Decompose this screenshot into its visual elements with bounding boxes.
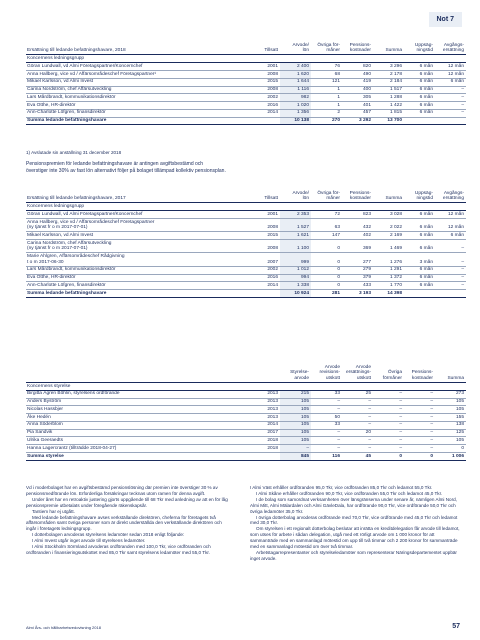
table-cell: 105 — [280, 406, 311, 414]
table-header-row — [26, 190, 466, 203]
table-cell: 6 mån — [404, 63, 435, 71]
table-row — [26, 266, 466, 274]
table-cell: 76 — [311, 63, 342, 71]
table-cell: 0 — [311, 266, 342, 274]
table-cell: – — [404, 429, 435, 437]
column-header — [248, 364, 280, 382]
table-cell: 6 mån — [404, 232, 435, 240]
table-cell: 6 mån — [404, 86, 435, 94]
table-cell: – — [435, 86, 466, 94]
table-cell: 273 — [435, 390, 466, 398]
table-row — [26, 398, 466, 406]
note-label: Not 7 — [429, 12, 463, 27]
paragraph: Under året har en retroaktiv justering gjorts uppgående till 68 Tkr med anledning av att en för låg pensionspremie utbetalats under föregående räkenskapsår. — [26, 496, 228, 508]
table-row — [26, 102, 466, 110]
column-header — [26, 364, 248, 382]
table-cell: 105 — [280, 398, 311, 406]
row-label: Ann-Charlotte Löfgren, finansdirektör — [26, 109, 251, 117]
table-cell: 6 mån — [404, 282, 435, 290]
paragraph: I de bolag som samordnat verksamheten över länsgränserna under senare år, nämligen Almi Nord, Almi Mitt, Almi Mälardalen och Almi GävleDala, har ordförande 90,0 Tkr, vice ordförande 50,0 Tkr och övriga ledamöter 35,0 Tkr. — [250, 496, 457, 514]
sum-label: Summa ledande befattningshavare — [26, 117, 251, 125]
sum-label: Summa ledande befattningshavare — [26, 290, 251, 298]
table-cell: – — [404, 406, 435, 414]
table-row — [26, 406, 466, 414]
sum-cell: 0 — [373, 453, 404, 461]
column-header: Övriga förmåner — [373, 364, 404, 382]
paragraph: I Almi Skåne erhåller ordföranden 90,0 Tkr, vice ordföranden 55,0 Tkr och ledamot 45,0 Tkr. — [256, 490, 443, 496]
table-cell: 63 — [311, 218, 342, 231]
table-cell: 2 178 — [373, 70, 404, 78]
table-cell: 68 — [311, 70, 342, 78]
table-cell: 6 mån — [404, 218, 435, 231]
table-row — [26, 421, 466, 429]
table-cell: 1 100 — [280, 240, 311, 253]
table-cell: 1 012 — [280, 266, 311, 274]
table-row — [26, 63, 466, 71]
table-cell: 2001 — [251, 63, 280, 71]
table-row — [26, 414, 466, 422]
table-cell: 2001 — [251, 211, 280, 219]
column-header: Övriga för- måner — [311, 42, 342, 55]
row-label: Mikael Karlsson, vd Almi Invest — [26, 78, 251, 86]
sum-cell: 10 138 — [280, 117, 311, 125]
sum-label: Summa styrelse — [26, 453, 248, 461]
table-cell: – — [342, 398, 373, 406]
sum-cell: 13 700 — [373, 117, 404, 125]
table-cell: 105 — [280, 414, 311, 422]
row-label: Birgitta Ågren Böhlin, styrelsens ordförande — [26, 390, 248, 398]
column-header: Summa — [373, 42, 404, 55]
paragraph: I Almi Stockholm Sörmland arvoderas ordföranden med 100,0 Tkr, vice ordföranden och ordföranden i finansieringsutskottet med 85,0 Tkr samt styrelsens ledamöter med 55,0 Tkr. — [26, 544, 211, 555]
table-cell: – — [435, 102, 466, 110]
table-cell: 279 — [342, 266, 373, 274]
table-cell: 823 — [342, 211, 373, 219]
footer-text: Almi Års- och hållbarhetsredovisning 2018 — [26, 625, 101, 630]
table-sum-row — [26, 290, 466, 298]
column-header: Tillsatt — [251, 190, 280, 203]
sum-cell: 0 — [404, 453, 435, 461]
table-cell: – — [435, 253, 466, 266]
table-group-row — [26, 382, 466, 390]
row-label: Ann-Charlotte Löfgren, finansdirektör — [26, 282, 251, 290]
table-cell: 1 — [311, 86, 342, 94]
row-label: Anna Söderblom — [26, 421, 248, 429]
paragraph: Vd i moderbolaget har en avgiftsbestämd pensionslösning där premien inte överstiger 30 % av pensionsmedförande lön. Erforderliga försäkringar tecknas utom ramen för denna avgift. — [26, 485, 218, 496]
table-cell: 2 184 — [373, 78, 404, 86]
sum-cell — [435, 117, 466, 125]
table-cell: – — [280, 445, 311, 453]
row-label: Göran Lundwall, vd Almi Företagspartner/Koncernchef — [26, 63, 251, 71]
table-cell: 6 mån — [404, 94, 435, 102]
paragraph: I övriga dotterbolag arvoderas ordförande med 70,0 Tkr, vice ordförande med 45,0 Tkr och ledamot med 30,0 Tkr. — [250, 514, 458, 526]
table-cell: – — [404, 445, 435, 453]
table-cell: 2 400 — [280, 63, 311, 71]
sum-cell: 45 — [342, 453, 373, 461]
column-header: Avgångs- ersättning — [435, 42, 466, 55]
table-cell: – — [311, 445, 342, 453]
board-remuneration-table — [26, 364, 466, 461]
table-cell: 1 770 — [373, 282, 404, 290]
row-label: Eva Otthe, HR-direktör — [26, 102, 251, 110]
table-cell: 0 — [435, 445, 466, 453]
column-header: Styrelse- arvode — [280, 364, 311, 382]
table-cell: 2016 — [251, 274, 280, 282]
sum-cell: 116 — [311, 453, 342, 461]
table-cell: 125 — [435, 429, 466, 437]
table-cell: 432 — [342, 218, 373, 231]
table-cell: 2 353 — [280, 211, 311, 219]
group-label: Koncernens styrelse — [26, 382, 466, 390]
table-cell: 105 — [435, 406, 466, 414]
table-cell: 3 mån — [404, 253, 435, 266]
table-cell: 6 mån — [404, 266, 435, 274]
paragraph: Arbetstagarrepresentanter och styrelseledamöter som representerar Näringsdepartementet uppbär inget arvode. — [250, 549, 457, 561]
column-header: Pensions- kostnader — [342, 190, 373, 203]
table-cell: 25 — [342, 390, 373, 398]
table-cell: 2015 — [251, 78, 280, 86]
table-cell: 1 372 — [373, 274, 404, 282]
table-cell: – — [373, 414, 404, 422]
table-cell: 2015 — [251, 232, 280, 240]
table-cell: 215 — [280, 390, 311, 398]
column-header: Avgångs- ersättning — [435, 190, 466, 203]
table-cell: 2002 — [251, 94, 280, 102]
table-row — [26, 211, 466, 219]
column-header: Övriga för- måner — [311, 190, 342, 203]
table-row — [26, 109, 466, 117]
table-cell: 2008 — [251, 70, 280, 78]
table-cell: 12 mån — [435, 211, 466, 219]
table-cell: 994 — [280, 274, 311, 282]
table-cell: 1 422 — [373, 102, 404, 110]
table-cell: 1 288 — [373, 94, 404, 102]
sum-cell: 1 006 — [435, 453, 466, 461]
left-text-column — [26, 485, 232, 556]
table-cell: 2008 — [251, 240, 280, 253]
row-label: Mikael Karlsson, vd Almi Invest — [26, 232, 251, 240]
paragraph: I Almi Väst erhåller ordföranden 95,0 Tkr, vice ordföranden 85,0 Tkr och ledamot 55,0 Tkr. — [250, 485, 433, 490]
column-header: Arvode/ lön — [280, 190, 311, 203]
row-label: Lars Mårdbrandt, kommunikationsdirektör — [26, 266, 251, 274]
paragraph: Om styrelsen i ett regionalt dotterbolag beslutar att inrätta en kreditdelegation får arvode till ledamot, som utses för arbete i sådan delegation, utgå med ett rörligt arvode om 1 000 kronor för att sammanträde med en sammanlagd mötestid om upp till två timmar och 2 200 kronor för sammanträde med en sammanlagd mötestid om över två timmar. — [250, 526, 460, 550]
table-cell: – — [373, 429, 404, 437]
group-label: Koncernens ledningsgrupp — [26, 203, 466, 211]
table-cell: 147 — [311, 232, 342, 240]
table-cell: 0 — [311, 240, 342, 253]
pension-paragraph: Pensionspremien för ledande befattningshavare är antingen avgiftsbestämd och överstiger inte 30% av fast lön alternativt följer på bolaget tillämpad kollektiv pensionsplan. — [26, 161, 226, 174]
table-cell: 138 — [435, 421, 466, 429]
table-cell: 369 — [342, 240, 373, 253]
row-label: Lars Mårdbrandt, kommunikationsdirektör — [26, 94, 251, 102]
row-label: Pia Sandvik — [26, 429, 248, 437]
table-cell: 2 169 — [373, 232, 404, 240]
table-cell: 379 — [342, 274, 373, 282]
column-header: Pensions- kostnader — [404, 364, 435, 382]
table-cell: – — [435, 282, 466, 290]
table-cell: 0 — [311, 253, 342, 266]
table-cell: – — [342, 421, 373, 429]
table-cell: 0 — [311, 274, 342, 282]
table-cell: – — [311, 437, 342, 445]
row-label: Anna Hallberg, vice vd / Affärsområdeschef Företagspartner¹ — [26, 70, 251, 78]
sum-cell: 270 — [311, 117, 342, 125]
table-cell: 1 — [311, 102, 342, 110]
remuneration-table-2017 — [26, 190, 466, 298]
table-cell: – — [435, 94, 466, 102]
row-label: Carina Nordström, chef Affärsutveckling (ny tjänst fr o m 2017-07-01) — [26, 240, 251, 253]
table-cell: – — [404, 414, 435, 422]
table-cell: 1 — [311, 94, 342, 102]
table-cell: 1 621 — [280, 232, 311, 240]
table-cell: – — [342, 406, 373, 414]
table-cell: 0 — [311, 282, 342, 290]
table-cell: 12 mån — [435, 63, 466, 71]
sum-cell — [435, 290, 466, 298]
table-row — [26, 240, 466, 253]
table-cell: – — [311, 406, 342, 414]
table-cell: – — [373, 445, 404, 453]
table-cell: 2 022 — [373, 218, 404, 231]
sum-cell: 14 398 — [373, 290, 404, 298]
table-row — [26, 437, 466, 445]
table-cell: 2014 — [251, 109, 280, 117]
table-cell: – — [435, 240, 466, 253]
remuneration-table-2018 — [26, 42, 466, 125]
sum-cell — [404, 290, 435, 298]
table-cell: 277 — [342, 253, 373, 266]
table-cell: – — [404, 398, 435, 406]
column-header: Summa — [435, 364, 466, 382]
table-cell: 490 — [342, 70, 373, 78]
table-cell: 20 — [342, 429, 373, 437]
table-header-row — [26, 364, 466, 382]
table-cell: 6 mån — [435, 78, 466, 86]
table-row — [26, 253, 466, 266]
table-cell: 6 mån — [435, 232, 466, 240]
table-cell: 419 — [342, 78, 373, 86]
row-label: Anders Byström — [26, 398, 248, 406]
table-cell: 2002 — [251, 266, 280, 274]
table-cell: 1 517 — [373, 86, 404, 94]
table-row — [26, 282, 466, 290]
table-cell: 982 — [280, 94, 311, 102]
row-label: Ulrika Geeraedts — [26, 437, 248, 445]
table-cell: 2014 — [248, 421, 280, 429]
table-sum-row — [26, 117, 466, 125]
table-sum-row — [26, 453, 466, 461]
table-cell: 2013 — [248, 390, 280, 398]
table-group-row — [26, 203, 466, 211]
table-cell: 1 644 — [280, 78, 311, 86]
table-footnote: 1) Avslutade sin anställning 31 december 2018 — [26, 150, 122, 155]
column-header: Tillsatt — [251, 42, 280, 55]
table-group-row — [26, 55, 466, 63]
table-header-row — [26, 42, 466, 55]
table-cell: 50 — [311, 414, 342, 422]
table-cell: – — [342, 445, 373, 453]
table-cell: – — [342, 437, 373, 445]
sum-cell: 281 — [311, 290, 342, 298]
table-cell: 6 mån — [404, 70, 435, 78]
table-cell: 999 — [280, 253, 311, 266]
table-cell: – — [404, 390, 435, 398]
table-cell: 2 — [311, 109, 342, 117]
column-header: Uppsäg- ningstid — [404, 190, 435, 203]
sum-cell — [251, 290, 280, 298]
table-cell: 402 — [342, 232, 373, 240]
table-cell: – — [373, 390, 404, 398]
table-cell: 3 296 — [373, 63, 404, 71]
table-cell: 2008 — [251, 86, 280, 94]
table-cell: 6 mån — [404, 109, 435, 117]
right-text-column — [250, 485, 460, 562]
table-cell: – — [373, 398, 404, 406]
column-header: Arvode ersättnings- utskott — [342, 364, 373, 382]
column-header: Ersättning till ledande befattningshavare, 2017 — [26, 190, 251, 203]
column-header: Summa — [373, 190, 404, 203]
table-row — [26, 78, 466, 86]
table-cell: 433 — [342, 282, 373, 290]
table-cell: 12 mån — [435, 70, 466, 78]
row-label: Eva Otthe, HR-direktör — [26, 274, 251, 282]
row-label: Carina Nordström, chef Affärsutveckling — [26, 86, 251, 94]
table-cell: 121 — [311, 78, 342, 86]
table-cell: 1 527 — [280, 218, 311, 231]
table-cell: 105 — [280, 421, 311, 429]
row-label: Anna Hallberg, vice vd / Affärsområdeschef Företagspartner (ny tjänst fr o m 2017-07-01) — [26, 218, 251, 231]
table-cell: 6 mån — [404, 78, 435, 86]
page-number: 57 — [452, 623, 460, 630]
table-cell: 105 — [280, 437, 311, 445]
table-cell: 155 — [435, 414, 466, 422]
row-label: Åke Hedén — [26, 414, 248, 422]
row-label: Hanna Lagercrantz (tillträdde 2018-04-27) — [26, 445, 248, 453]
sum-cell: 3 292 — [342, 117, 373, 125]
paragraph: I Almi Invest utgår inget arvode till styrelsens ledamöter. — [32, 538, 146, 544]
table-cell: 105 — [280, 429, 311, 437]
table-cell: 105 — [435, 437, 466, 445]
table-cell: 3 028 — [373, 211, 404, 219]
table-row — [26, 390, 466, 398]
column-header: Arvode/ lön — [280, 42, 311, 55]
table-cell: 400 — [342, 86, 373, 94]
table-cell: 105 — [435, 398, 466, 406]
table-row — [26, 429, 466, 437]
sum-cell — [404, 117, 435, 125]
column-header: Pensions- kostnader — [342, 42, 373, 55]
column-header: Uppsäg- ningstid — [404, 42, 435, 55]
table-row — [26, 70, 466, 78]
table-cell: 820 — [342, 63, 373, 71]
table-cell: – — [373, 421, 404, 429]
sum-cell — [251, 117, 280, 125]
row-label: Göran Lundwall, vd Almi Företagspartner/Koncernchef — [26, 211, 251, 219]
table-cell: 2008 — [251, 218, 280, 231]
table-row — [26, 218, 466, 231]
table-cell: 2014 — [251, 282, 280, 290]
table-row — [26, 274, 466, 282]
group-label: Koncernens ledningsgrupp — [26, 55, 466, 63]
table-cell: 305 — [342, 94, 373, 102]
table-cell: 33 — [311, 390, 342, 398]
table-cell: 1 815 — [373, 109, 404, 117]
table-cell: 1 020 — [280, 102, 311, 110]
table-cell: 1 338 — [280, 282, 311, 290]
row-label: Nicolas Hassbjer — [26, 406, 248, 414]
table-cell: 1 620 — [280, 70, 311, 78]
table-cell: – — [342, 414, 373, 422]
row-label: Marie Ahlgren, Affärsområdeschef Rådgivning t o m 2017-06-30 — [26, 253, 251, 266]
table-cell: 6 mån — [404, 102, 435, 110]
table-cell: – — [373, 437, 404, 445]
sum-cell: 3 193 — [342, 290, 373, 298]
table-cell: 2013 — [248, 406, 280, 414]
table-row — [26, 445, 466, 453]
table-cell: 6 mån — [404, 274, 435, 282]
table-cell: 1 276 — [373, 253, 404, 266]
sum-cell: 10 924 — [280, 290, 311, 298]
table-cell: 1 291 — [373, 266, 404, 274]
sum-cell: 845 — [280, 453, 311, 461]
table-cell: 2018 — [248, 445, 280, 453]
table-row — [26, 94, 466, 102]
table-cell: – — [435, 274, 466, 282]
paragraph: I dotterbolagen arvoderas styrelsens ledamöter sedan 2018 enligt följande: — [32, 532, 185, 538]
table-cell: 1 356 — [280, 109, 311, 117]
table-cell: 457 — [342, 109, 373, 117]
sum-cell — [248, 453, 280, 461]
table-cell: 1 469 — [373, 240, 404, 253]
table-cell: 2007 — [251, 253, 280, 266]
table-row — [26, 86, 466, 94]
table-cell: 2018 — [248, 437, 280, 445]
table-cell: – — [435, 109, 466, 117]
column-header: Ersättning till ledande befattningshavare, 2018 — [26, 42, 251, 55]
table-cell: 401 — [342, 102, 373, 110]
table-cell: – — [311, 429, 342, 437]
column-header: Arvode revisions- utskott — [311, 364, 342, 382]
table-cell: 1 116 — [280, 86, 311, 94]
table-cell: – — [373, 406, 404, 414]
table-cell: – — [404, 421, 435, 429]
paragraph: Tantiem har ej utgått. — [32, 508, 75, 514]
table-cell: – — [404, 437, 435, 445]
table-cell: – — [311, 398, 342, 406]
table-cell: – — [435, 266, 466, 274]
table-cell: 2016 — [251, 102, 280, 110]
table-row — [26, 232, 466, 240]
table-cell: 33 — [311, 421, 342, 429]
table-cell: 12 mån — [435, 218, 466, 231]
paragraph: Med ledande befattningshavare avses verkställande direktören, cheferna för företagets två affärsområden samt övriga personer som är direkt underställda den verkställande direktören och ingår i företagets ledningsgrupp. — [26, 514, 222, 532]
table-cell: 6 mån — [404, 211, 435, 219]
table-cell: 2013 — [248, 398, 280, 406]
table-cell: 2017 — [248, 429, 280, 437]
table-cell: 6 mån — [404, 240, 435, 253]
table-cell: 72 — [311, 211, 342, 219]
table-cell: 2013 — [248, 414, 280, 422]
